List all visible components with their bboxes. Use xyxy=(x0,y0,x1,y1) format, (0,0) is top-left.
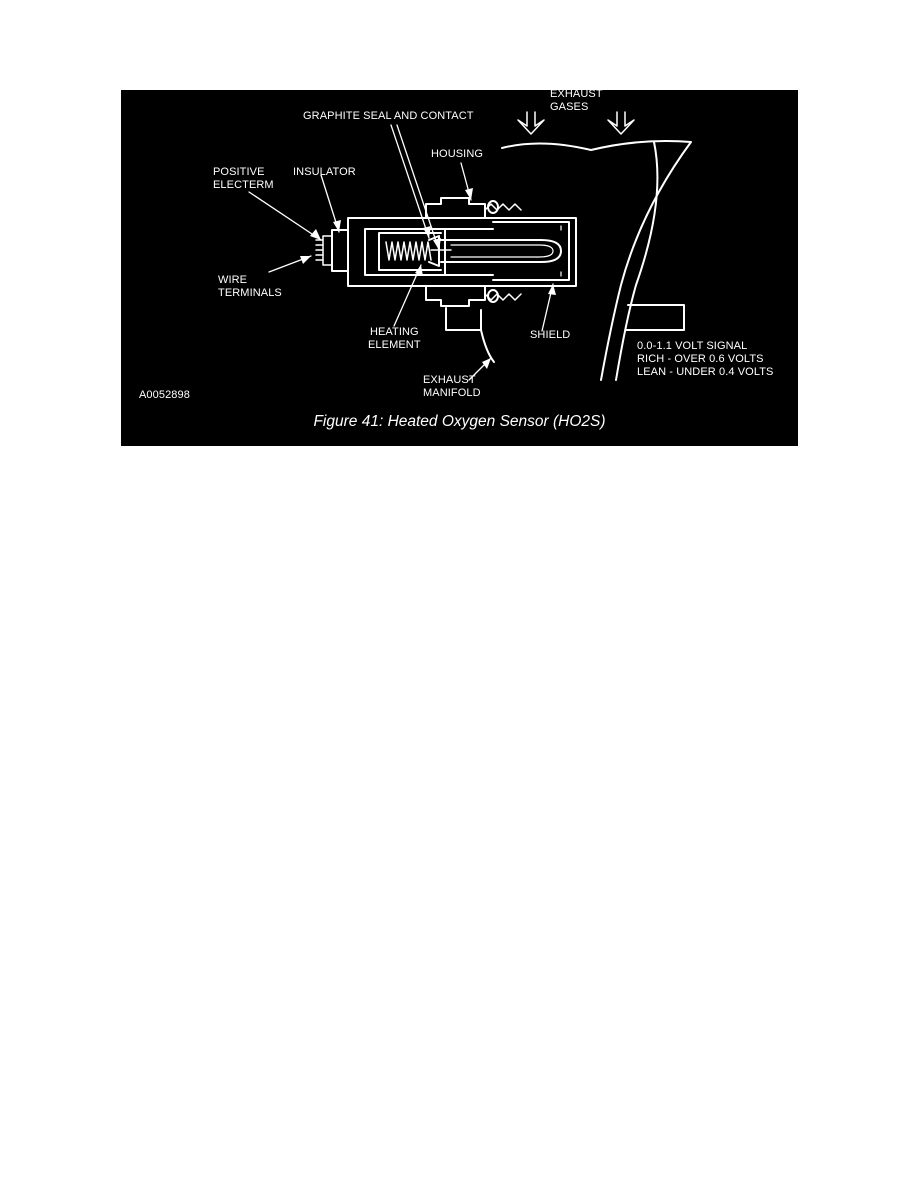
label-housing: HOUSING xyxy=(431,148,484,160)
label-wire-line-2: TERMINALS xyxy=(218,287,282,299)
ceramic-thimble xyxy=(441,240,561,262)
label-exhaust-gases-line-1: EXHAUST xyxy=(550,88,603,100)
insulator-body xyxy=(332,230,348,271)
exhaust-flange xyxy=(446,308,481,330)
leader-graphite-2 xyxy=(397,125,439,250)
label-signal-line-3: LEAN - UNDER 0.4 VOLTS xyxy=(637,366,774,378)
arrowhead-positive xyxy=(310,229,321,240)
label-positive-line-2: ELECTERM xyxy=(213,179,274,191)
arrowhead-wire xyxy=(300,256,311,264)
leader-arrowheads xyxy=(300,188,556,369)
label-insulator: INSULATOR xyxy=(293,166,356,178)
label-graphite-seal: GRAPHITE SEAL AND CONTACT xyxy=(303,110,474,122)
label-positive-electerm xyxy=(213,166,274,192)
manifold-curve xyxy=(481,330,494,362)
label-exhaust-gases xyxy=(550,88,603,114)
thimble-inner xyxy=(451,245,553,257)
label-heating-element xyxy=(368,326,421,352)
label-positive-line-1: POSITIVE xyxy=(213,166,265,178)
diagram-figure xyxy=(121,90,798,446)
figure-caption: Figure 41: Heated Oxygen Sensor (HO2S) xyxy=(313,413,606,430)
label-heating-line-1: HEATING xyxy=(369,326,419,338)
wire-terminal-pins xyxy=(316,236,332,265)
housing-gasket-bottom xyxy=(488,290,498,302)
housing-threads-bottom xyxy=(485,294,521,300)
label-exhaust-manifold xyxy=(423,374,481,400)
exhaust-arrow-right xyxy=(608,112,634,134)
shield-outline xyxy=(493,222,569,280)
label-exhaust-gases-line-2: GASES xyxy=(550,101,589,113)
label-wire-terminals xyxy=(218,274,282,300)
label-manifold-line-1: EXHAUST xyxy=(423,374,476,386)
leader-graphite-1 xyxy=(391,125,429,238)
leader-positive xyxy=(249,192,321,240)
label-shield: SHIELD xyxy=(530,329,571,341)
figure-id: A0052898 xyxy=(139,389,190,401)
housing-hex-bottom xyxy=(426,286,485,306)
flange-right xyxy=(626,305,684,330)
label-signal-line-1: 0.0-1.1 VOLT SIGNAL xyxy=(637,340,748,352)
label-voltage-signal xyxy=(637,340,773,379)
housing-hex-top xyxy=(426,198,485,218)
body-step xyxy=(445,229,493,275)
housing-threads-top xyxy=(485,204,521,210)
heating-coil xyxy=(386,242,431,260)
label-wire-line-1: WIRE xyxy=(218,274,248,286)
exhaust-arrow-left xyxy=(518,112,544,134)
arrowhead-manifold xyxy=(482,358,491,369)
label-signal-line-2: RICH - OVER 0.6 VOLTS xyxy=(637,353,764,365)
label-manifold-line-2: MANIFOLD xyxy=(423,387,481,399)
label-heating-line-2: ELEMENT xyxy=(368,339,421,351)
